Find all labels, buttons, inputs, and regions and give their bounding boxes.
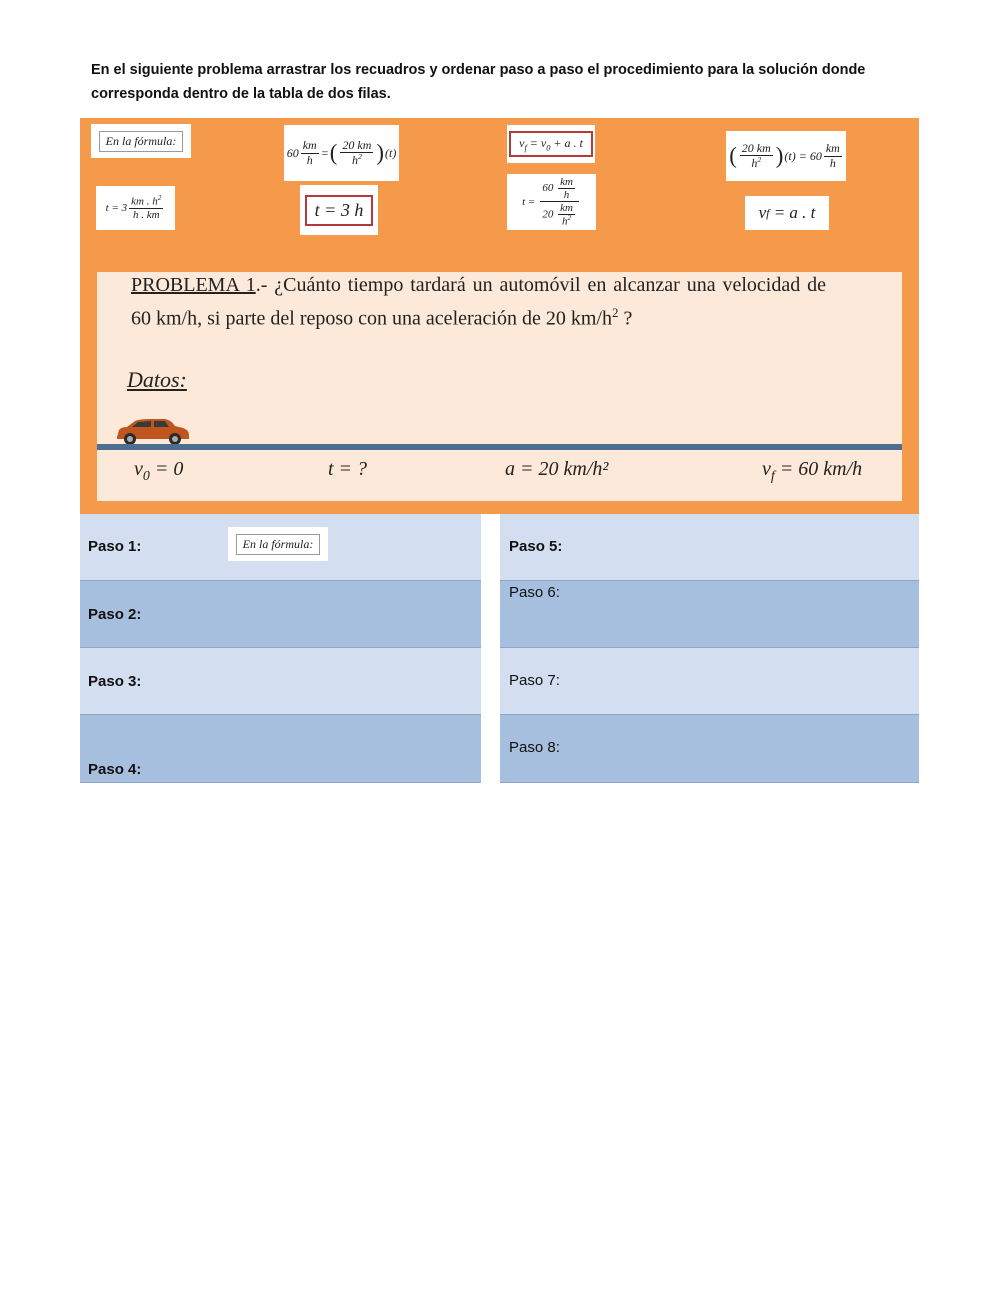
steps-column-right — [500, 514, 919, 783]
given-v0: $v_0 = 0$ — [134, 458, 184, 484]
chip-text-60-b: 60 — [809, 148, 822, 163]
chip-text-t-b: (t) — [784, 148, 796, 163]
step-3-label: Paso 3: — [88, 673, 142, 690]
chip-t-equals-fraction[interactable] — [507, 174, 596, 230]
chip-t-equals-3-fraction[interactable] — [96, 186, 175, 230]
step-2-cell[interactable] — [80, 581, 481, 648]
fraction-km-h: $\frac{km}{h}$ — [302, 138, 317, 167]
chip-t3h-box: t = 3 h — [305, 195, 374, 226]
problem-title: PROBLEMA 1 — [131, 274, 256, 296]
step-5-label: Paso 5: — [509, 538, 563, 555]
equals-sign: = — [320, 145, 329, 160]
fraction-20km-h2-b: $\frac{20 km}{h^2}$ — [741, 140, 771, 170]
chip-text-v: v — [758, 203, 767, 222]
fraction-60-over-20: 60 $\frac{km}{h}$ 20 $\frac{km}{h^2}$ — [540, 176, 579, 228]
chip-placed-label: En la fórmula: — [236, 534, 321, 555]
given-vf: $v_f = 60$ km/h — [762, 458, 863, 484]
car-icon — [113, 417, 191, 447]
chip-text-t: (t) — [384, 145, 397, 160]
road-line — [97, 444, 902, 450]
step-1-cell[interactable] — [80, 514, 481, 581]
fraction-20km-h2: $\frac{20 km}{h^2}$ — [342, 137, 372, 167]
chip-text-teq: t = — [522, 196, 536, 208]
chip-en-la-formula-placed[interactable] — [228, 527, 328, 561]
step-8-cell[interactable] — [500, 715, 919, 783]
chip-text-60: 60 — [286, 145, 299, 160]
fraction-km-h-b: $\frac{km}{h}$ — [825, 141, 840, 170]
chip-vf-equals-at[interactable]: v f = a . t — [745, 196, 829, 230]
step-1-label: Paso 1: — [88, 538, 142, 555]
chip-equation-20t-equals-60[interactable]: ( $\frac{20 km}{h^2}$ ) (t) = 60 $\frac{km}{h}$ — [726, 131, 846, 181]
step-7-cell[interactable] — [500, 648, 919, 715]
step-4-label: Paso 4: — [88, 761, 142, 778]
step-6-cell[interactable] — [500, 581, 919, 648]
given-t: t = ? — [328, 458, 368, 480]
fraction-kmh2-hkm: $\frac{km . h^2}{h . km}$ — [131, 194, 162, 221]
problem-statement — [131, 272, 826, 333]
step-3-cell[interactable] — [80, 648, 481, 715]
equals-sign-b: = — [798, 148, 807, 163]
chip-text-t3: t = 3 — [105, 202, 128, 214]
problem-exponent: 2 — [611, 305, 619, 320]
problem-end: ? — [618, 307, 633, 330]
chip-t-equals-3h[interactable] — [300, 185, 378, 235]
given-a: a = 20 km/h² — [505, 458, 609, 480]
step-7-label: Paso 7: — [509, 672, 560, 689]
instructions-text: En el siguiente problema arrastrar los recuadros y ordenar paso a paso el procedimiento para la solución donde corresponda dentro de la tabla de dos filas. — [91, 62, 866, 102]
chip-en-la-formula[interactable] — [91, 124, 191, 158]
chip-equation-60-equals-20t[interactable]: 60 $\frac{km}{h}$ = ( $\frac{20 km}{h^2}$ ) (t) — [284, 125, 399, 181]
chip-vf-formula[interactable] — [507, 125, 595, 163]
step-4-cell[interactable] — [80, 715, 481, 783]
step-8-label: Paso 8: — [509, 739, 560, 756]
step-5-cell[interactable] — [500, 514, 919, 581]
step-6-label: Paso 6: — [509, 584, 560, 601]
chip-vf-formula-box: $v_f = v_0 + a$ . t — [509, 131, 593, 157]
step-2-label: Paso 2: — [88, 606, 142, 623]
problem-body: .- ¿Cuánto tiempo tardará un automóvil en alcanzar una velocidad de 60 km/h, si parte del reposo con una aceleración de 20 km/h — [131, 274, 826, 330]
chip-text-at: = a . t — [773, 203, 816, 222]
datos-label: Datos: — [127, 367, 187, 392]
chip-label: En la fórmula: — [99, 131, 184, 152]
steps-column-left — [80, 514, 481, 783]
